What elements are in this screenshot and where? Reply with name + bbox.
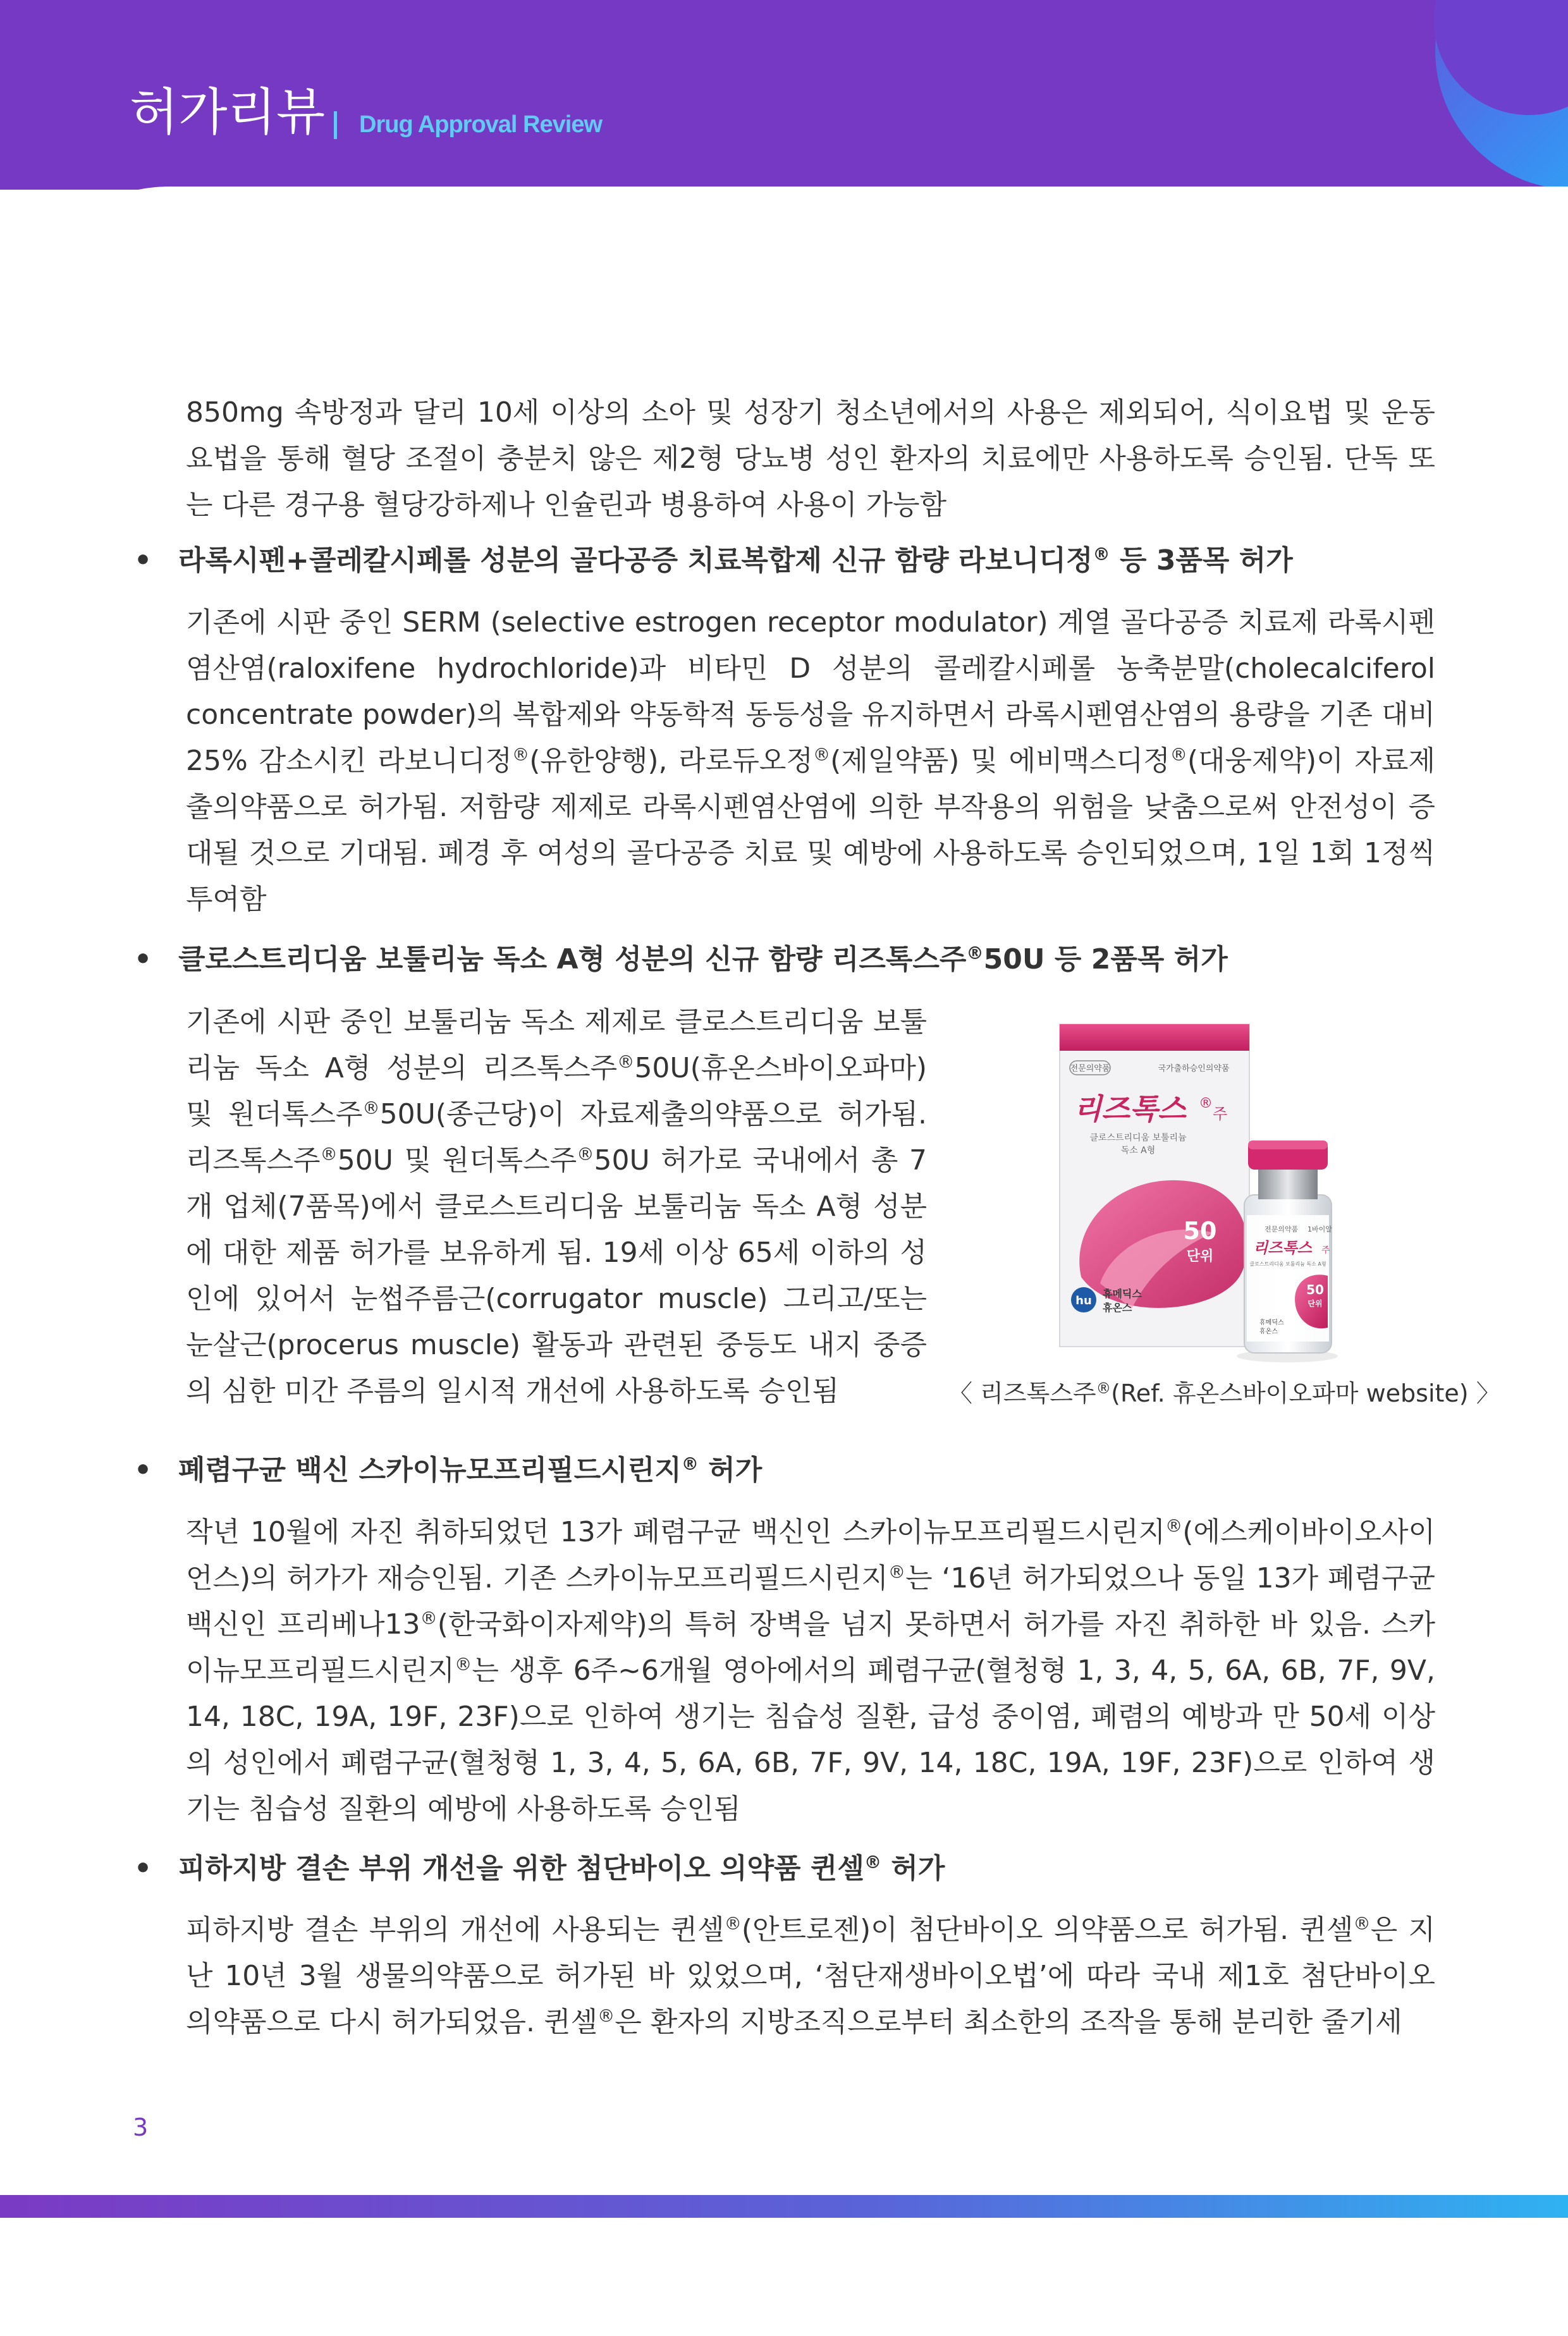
vial-dose-unit: 단위 (1308, 1299, 1323, 1308)
box-dose-unit: 단위 (1186, 1249, 1214, 1264)
box-top-label-2: 국가출하승인의약품 (1158, 1064, 1230, 1073)
registered-mark: ® (966, 944, 984, 963)
page-number: 3 (133, 2113, 149, 2141)
box-top-label: 전문의약품 (1070, 1064, 1110, 1073)
header-separator (334, 111, 337, 139)
box-maker-2: 휴온스 (1103, 1302, 1132, 1314)
section-heading-laboniti: • 라록시펜+콜레칼시페롤 성분의 골다공증 치료복합제 신규 함량 라보니디정® 등 3품목 허가 (178, 542, 1443, 580)
box-dose-value: 50 (1183, 1217, 1217, 1245)
product-image-caption: 〈 리즈톡스주®(Ref. 휴온스바이오파마 website) 〉 (948, 1379, 1500, 1407)
vial-brand-suffix: 주 (1321, 1245, 1330, 1256)
section-heading-skypneumo: • 폐렴구균 백신 스카이뉴모프리필드시린지® 허가 (178, 1452, 1443, 1489)
bullet-icon: • (134, 1852, 152, 1885)
box-desc-2: 독소 A형 (1120, 1146, 1156, 1156)
registered-mark: ® (1093, 545, 1110, 565)
footer-bar (0, 2195, 1568, 2218)
box-desc-1: 클로스트리디움 보툴리늄 (1089, 1133, 1187, 1143)
section-body-queencell: 피하지방 결손 부위의 개선에 사용되는 퀸셀®(안트로젠)이 첨단바이오 의약품으로 허가됨. 퀸셀®은 지난 10년 3월 생물의약품으로 허가된 바 있었으며, ‘첨단재생바이오법’에 따라 국내 제1호 첨단바이오 의약품으로 다시 허가되었음. 퀸셀®은 환자의 지방조직으로부터 최소한의 조작을 통해 분리한 줄기세 (186, 1914, 1435, 2038)
box-brand-suffix: 주 (1213, 1105, 1228, 1123)
vial-desc: 클로스트리디움 보툴리늄 독소 A형 (1249, 1261, 1326, 1267)
intro-paragraph: 850mg 속방정과 달리 10세 이상의 소아 및 성장기 청소년에서의 사용은 제외되어, 식이요법 및 운동요법을 통해 혈당 조절이 충분치 않은 제2형 당뇨병 성인 환자의 치료에만 사용하도록 승인됨. 단독 또는 다른 경구용 혈당강하제나 인슐린과 병용하여 사용이 가능함 (186, 396, 1435, 521)
product-box (1060, 1024, 1249, 1347)
section-heading-queencell: • 피하지방 결손 부위 개선을 위한 첨단바이오 의약품 퀸셀® 허가 (178, 1850, 1443, 1888)
bullet-icon: • (134, 544, 152, 577)
box-brand-registered: ® (1199, 1096, 1213, 1111)
bullet-icon: • (134, 943, 152, 975)
section-body-laboniti: 기존에 시판 중인 SERM (selective estrogen receptor modulator) 계열 골다공증 치료제 라록시펜염산염(raloxifene hydrochloride)과 비타민 D 성분의 콜레칼시페롤 농축분말(cholecalciferol concentrate powder)의 복합제와 약동학적 동등성을 유지하면서 라록시펜염산염의 용량을 기존 대비 25% 감소시킨 라보니디정®(유한양행), 라로듀오정®(제일약품) 및 에비맥스디정®(대웅제약)이 자료제출의약품으로 허가됨. 저함량 제제로 라록시펜염산염에 의한 부작용의 위험을 낮춤으로써 안전성이 증대될 것으로 기대됨. 폐경 후 여성의 골다공증 치료 및 예방에 사용하도록 승인되었으며, 1일 1회 1정씩 투여함 (186, 606, 1435, 915)
liztox-product-image (1056, 1012, 1347, 1366)
box-brand: 리즈톡스 (1074, 1092, 1186, 1126)
vial-maker-2: 휴온스 (1259, 1328, 1278, 1335)
vial-maker-1: 휴메딕스 (1259, 1319, 1284, 1326)
page-subtitle: Drug Approval Review (359, 111, 603, 138)
registered-mark: ® (864, 1853, 882, 1873)
vial-dose-value: 50 (1306, 1282, 1324, 1297)
section-body-liztox: 기존에 시판 중인 보툴리눔 독소 제제로 클로스트리디움 보툴리눔 독소 A형 성분의 리즈톡스주®50U(휴온스바이오파마) 및 원더톡스주®50U(종근당)이 자료제출의약품으로 허가됨. 리즈톡스주®50U 및 원더톡스주®50U 허가로 국내에서 총 7개 업체(7품목)에서 클로스트리디움 보툴리눔 독소 A형 성분에 대한 제품 허가를 보유하게 됨. 19세 이상 65세 이하의 성인에 있어서 눈썹주름근(corrugator muscle) 그리고/또는 눈살근(procerus muscle) 활동과 관련된 중등도 내지 중증의 심한 미간 주름의 일시적 개선에 사용하도록 승인됨 (186, 1006, 927, 1407)
page-title: 허가리뷰 (130, 83, 326, 142)
bullet-icon: • (134, 1454, 152, 1486)
section-body-skypneumo: 작년 10월에 자진 취하되었던 13가 폐렴구균 백신인 스카이뉴모프리필드시린지®(에스케이바이오사이언스)의 허가가 재승인됨. 기존 스카이뉴모프리필드시린지®는 ‘16년 허가되었으나 동일 13가 폐렴구균 백신인 프리베나13®(한국화이자제약)의 특허 장벽을 넘지 못하면서 허가를 자진 취하한 바 있음. 스카이뉴모프리필드시린지®는 생후 6주~6개월 영아에서의 폐렴구균(혈청형 1, 3, 4, 5, 6A, 6B, 7F, 9V, 14, 18C, 19A, 19F, 23F)으로 인하여 생기는 침습성 질환, 급성 중이염, 폐렴의 예방과 만 50세 이상의 성인에서 폐렴구균(혈청형 1, 3, 4, 5, 6A, 6B, 7F, 9V, 14, 18C, 19A, 19F, 23F)으로 인하여 생기는 침습성 질환의 예방에 사용하도록 승인됨 (186, 1516, 1436, 1825)
section-heading-liztox: • 클로스트리디움 보툴리눔 독소 A형 성분의 신규 함량 리즈톡스주®50U 등 2품목 허가 (178, 941, 1443, 979)
box-maker-1: 휴메딕스 (1103, 1288, 1142, 1300)
product-vial (1237, 1140, 1338, 1362)
maker-logo: hu (1075, 1294, 1092, 1307)
registered-mark: ® (681, 1455, 699, 1474)
vial-brand: 리즈톡스 (1253, 1239, 1312, 1257)
vial-top-label-2: 1바이알 (1308, 1225, 1332, 1233)
vial-top-label: 전문의약품 (1265, 1225, 1299, 1233)
